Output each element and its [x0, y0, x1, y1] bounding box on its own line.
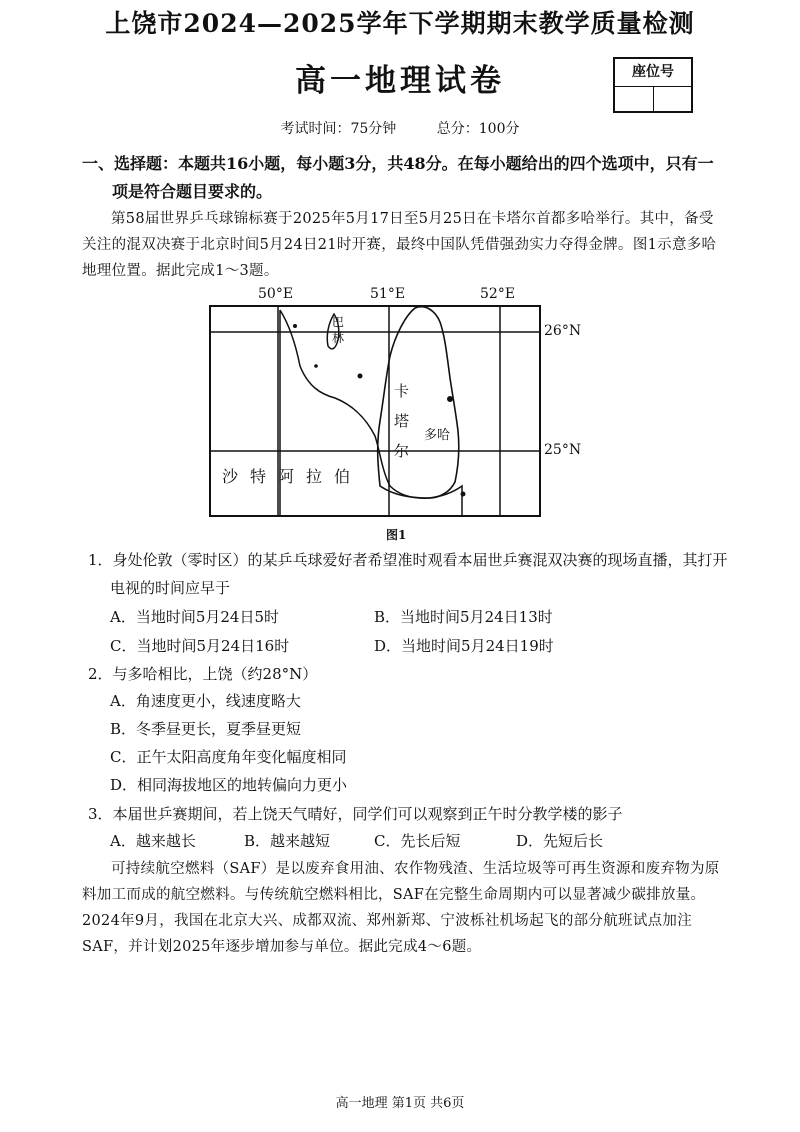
map-figure [200, 286, 600, 546]
exam-info [0, 118, 800, 138]
island-3 [314, 364, 318, 368]
qatar-outline [378, 307, 459, 498]
label-saudi: 沙特阿拉伯 [222, 467, 363, 486]
paper-title: 高一地理试卷 [295, 63, 505, 99]
q1-option-b: B．当地时间5月24日13时 [374, 608, 553, 626]
question-3-stem: 3．本届世乒赛期间，若上饶天气晴好，同学们可以观察到正午时分教学楼的影子 [88, 805, 623, 823]
page-footer: 高一地理 第1页 共6页 [335, 1096, 465, 1111]
seat-cell-1 [615, 87, 653, 113]
exam-time: 考试时间：75分钟 [280, 121, 397, 137]
lon-label-51e: 51°E [370, 286, 406, 302]
question-1-stem: 1．身处伦敦（零时区）的某乒乓球爱好者希望准时观看本届世乒赛混双决赛的现场直播，其打开电视的时间应早于 [88, 551, 728, 597]
island-1 [293, 324, 297, 328]
island-2 [358, 374, 363, 379]
label-doha: 多哈 [424, 428, 451, 443]
seat-label: 座位号 [615, 59, 691, 87]
q3-option-c: C．先长后短 [374, 832, 461, 850]
island-4 [461, 492, 466, 497]
q1-option-c: C．当地时间5月24日16时 [110, 637, 290, 655]
passage-2: 可持续航空燃料（SAF）是以废弃食用油、农作物残渣、生活垃圾等可再生资源和废弃物为原料加工而成的航空燃料。与传统航空燃料相比，SAF在完整生命周期内可以显著减少碳排放量。2024年9月，我国在北京大兴、成都双流、郑州新郑、宁波栎社机场起飞的部分航班试点加注SAF，并计划2025年逐步增加参与单位。据此完成4～6题。 [82, 861, 720, 955]
lat-label-26n: 26°N [544, 323, 582, 339]
seat-cells [615, 87, 691, 113]
q2-option-d: D．相同海拔地区的地转偏向力更小 [110, 776, 348, 794]
label-bahrain: 巴林 [332, 315, 345, 345]
question-2-stem: 2．与多哈相比，上饶（约28°N） [88, 665, 318, 683]
q1-option-a: A．当地时间5月24日5时 [110, 608, 280, 626]
passage-1: 第58届世界乒乓球锦标赛于2025年5月17日至5月25日在卡塔尔首都多哈举行。其中，备受关注的混双决赛于北京时间5月24日21时开赛，最终中国队凭借强劲实力夺得金牌。图1示意多哈地理位置。据此完成1～3题。 [82, 211, 717, 279]
lat-label-25n: 25°N [544, 442, 582, 458]
q2-option-c: C．正午太阳高度角年变化幅度相同 [110, 748, 347, 766]
q2-option-b: B．冬季昼更长，夏季昼更短 [110, 720, 302, 738]
q2-option-a: A．角速度更小，线速度略大 [110, 692, 301, 710]
q3-option-a: A．越来越长 [110, 832, 196, 850]
figure-caption: 图1 [386, 528, 407, 542]
q1-option-d: D．当地时间5月24日19时 [374, 637, 554, 655]
q3-option-b: B．越来越短 [244, 832, 331, 850]
label-qatar: 卡塔尔 [394, 382, 410, 460]
section-heading: 一、选择题：本题共16小题，每小题3分，共48分。在每小题给出的四个选项中，只有一项是符合题目要求的。 [82, 154, 714, 201]
doha-marker [447, 396, 453, 402]
seat-cell-2 [653, 87, 692, 113]
exam-title: 上饶市2024—2025学年下学期期末教学质量检测 [105, 9, 695, 38]
lon-label-52e: 52°E [480, 286, 516, 302]
seat-number-box [613, 57, 693, 113]
q3-option-d: D．先短后长 [516, 832, 604, 850]
exam-score: 总分：100分 [436, 121, 520, 137]
lon-label-50e: 50°E [258, 286, 294, 302]
